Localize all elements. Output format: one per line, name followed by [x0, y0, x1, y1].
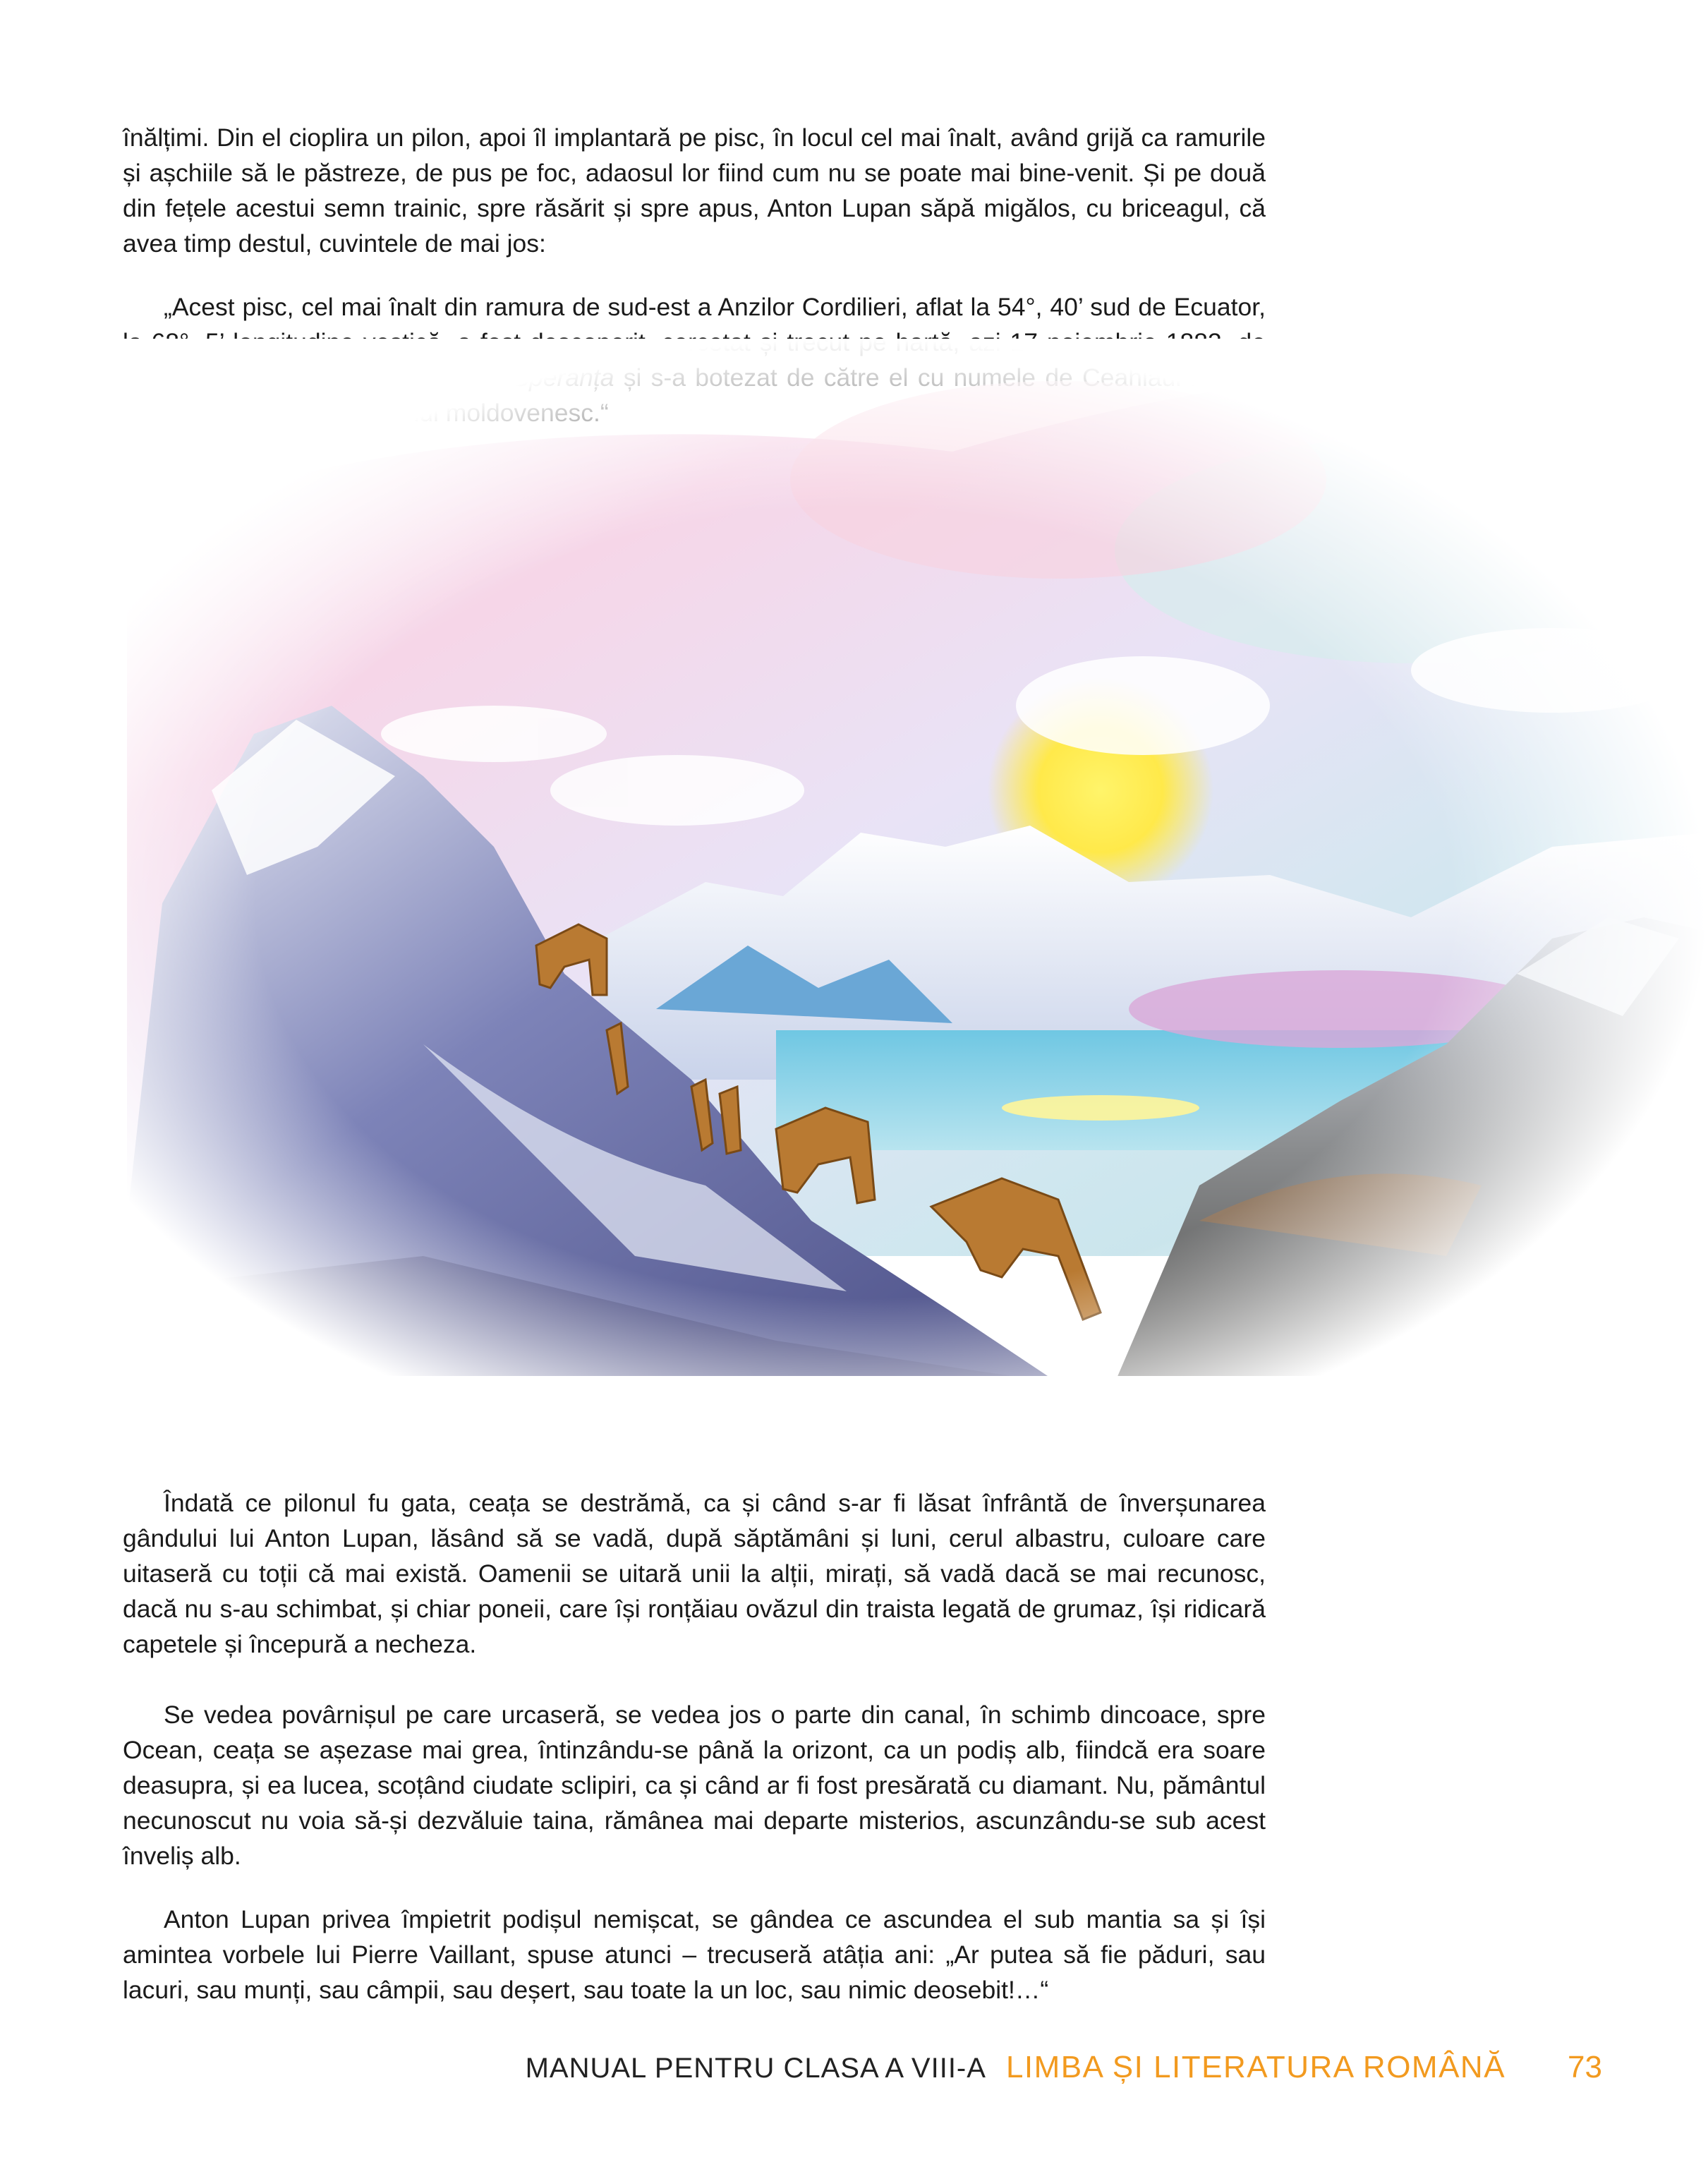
paragraph-ocean-view: Se vedea povârnișul pe care urcaseră, se vedea jos o parte din canal, în schimb dincoace, spre Ocean, ceața se așezase mai grea, întinzându-se până la orizont, ca un podiș alb, fiindcă era soare deasupra, și ea lucea, scoțând ciudate sclipiri, ca și când ar fi fost presărată cu diamant. Nu, pământul necunoscut nu voia să-și dezvăluie taina, rămânea mai departe misterios, ascunzându-se sub acest înveliș alb.	[123, 1701, 1266, 1870]
paragraph-anton-remembers: Anton Lupan privea împietrit podișul nemișcat, se gândea ce ascundea el sub mantia sa și își amintea vorbele lui Pierre Vaillant, spuse atunci – trecuseră atâția ani: „Ar putea să fie păduri, sau lacuri, sau munți, sau câmpii, sau deșert, sau toate la un loc, sau nimic deosebit!…“	[123, 1905, 1266, 2004]
page-number: 73	[1568, 2050, 1602, 2084]
page-footer	[526, 2050, 1602, 2092]
footer-manual-label: MANUAL PENTRU CLASA A VIII-A	[525, 2053, 986, 2084]
mountain-expedition-illustration	[0, 339, 1708, 1468]
footer-subject-label: LIMBA ȘI LITERATURA ROMÂNĂ	[1005, 2050, 1506, 2084]
quote-text-before: „Acest pisc, cel mai înalt din ramura de sud-est a Anzilor Cordilieri, aflat la 54°, 40’ sud de Ecuator,	[164, 293, 1266, 321]
paragraph-fog-clears: Îndată ce pilonul fu gata, ceața se destrămă, ca și când s-ar fi lăsat înfrântă de înverșunarea gândului lui Anton Lupan, lăsând să se vadă, după săptămâni și luni, cerul albastru, culoare care uitaseră cu toții că mai există. Oamenii se uitară unii la alții, mirați, să vadă dacă se mai recunosc, dacă nu s-au schimbat, și chiar poneii, care își ronțăiau ovăzul din traista legată de grumaz, își ridicară capetele și începură a necheza.	[123, 1489, 1266, 1658]
illustration-edge-fade	[0, 339, 1708, 1468]
paragraph-intro: înălțimi. Din el cioplira un pilon, apoi îl implantară pe pisc, în locul cel mai înalt, având grijă ca ramurile și așchiile să le păstreze, de pus pe foc, adaosul lor fiind cum nu se poate mai bine-venit. Și pe două din fețele acestui semn trainic, spre răsărit și spre apus, Anton Lupan săpă migălos, cu briceagul, că avea timp destul, cuvintele de mai jos:	[123, 123, 1266, 258]
